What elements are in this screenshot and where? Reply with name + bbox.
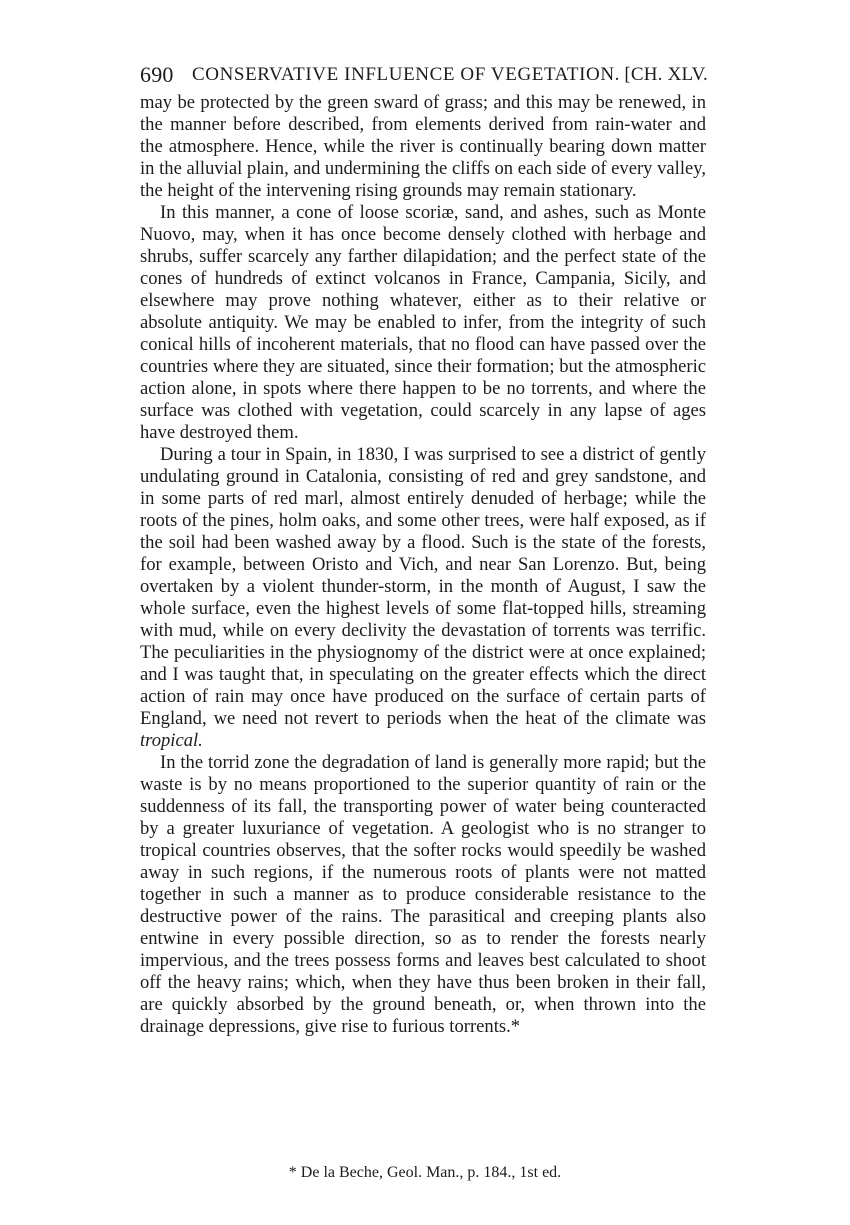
page-number: 690 [140, 62, 174, 87]
page-body [140, 92, 706, 1038]
paragraph-4: In the torrid zone the degradation of land is generally more rapid; but the waste is by no means proportioned to the superior quantity of rain or the suddenness of its fall, the transporting power of water being counteracted by a greater luxuriance of vegetation. A geologist who is no stranger to tropical countries observes, that the softer rocks would speedily be washed away in such regions, if the numerous roots of plants were not matted together in such a manner as to produce considerable resistance to the destructive power of the rains. The parasitical and creeping plants also entwine in every possible direction, so as to render the forests nearly impervious, and the trees possess forms and leaves best calculated to shoot off the heavy rains; which, when they have thus been broken in their fall, are quickly absorbed by the ground beneath, or, when thrown into the drainage depressions, give rise to furious torrents.* [140, 752, 706, 1037]
paragraph-3 [140, 444, 706, 752]
paragraph-3-text: During a tour in Spain, in 1830, I was surprised to see a district of gently undulating ground in Catalonia, consisting of red and grey sandstone, and in some parts of red marl, almost entirely denuded of herbage; while the roots of the pines, holm oaks, and some other trees, were half exposed, as if the soil had been washed away by a flood. Such is the state of the forests, for example, between Oristo and Vich, and near San Lorenzo. But, being overtaken by a violent thunder-storm, in the month of August, I saw the whole surface, even the highest levels of some flat-topped hills, streaming with mud, while on every declivity the devastation of torrents was terrific. The peculiarities in the physiognomy of the district were at once explained; and I was taught that, in speculating on the greater effects which the direct action of rain may once have produced on the surface of certain parts of England, we need not revert to periods when the heat of the climate was [140, 444, 706, 729]
italic-word-tropical: tropical. [140, 730, 203, 751]
page-header [140, 62, 708, 92]
chapter-reference: [CH. XLV. [624, 64, 708, 85]
paragraph-2: In this manner, a cone of loose scoriæ, sand, and ashes, such as Monte Nuovo, may, when it has once become densely clothed with herbage and shrubs, suffer scarcely any farther dilapidation; and the perfect state of the cones of hundreds of extinct volcanos in France, Campania, Sicily, and elsewhere may prove nothing whatever, either as to their relative or absolute antiquity. We may be enabled to infer, from the integrity of such conical hills of incoherent materials, that no flood can have passed over the countries where they are situated, since their formation; but the atmospheric action alone, in spots where there happen to be no torrents, and where the surface was clothed with vegetation, could scarcely in any lapse of ages have destroyed them. [140, 202, 706, 443]
paragraph-1: may be protected by the green sward of grass; and this may be renewed, in the manner before described, from elements derived from rain-water and the atmosphere. Hence, while the river is continually bearing down matter in the alluvial plain, and undermining the cliffs on each side of every valley, the height of the intervening rising grounds may remain stationary. [140, 92, 706, 201]
running-title: CONSERVATIVE INFLUENCE OF VEGETATION. [192, 64, 621, 85]
footnote: * De la Beche, Geol. Man., p. 184., 1st ed. [288, 1164, 562, 1181]
